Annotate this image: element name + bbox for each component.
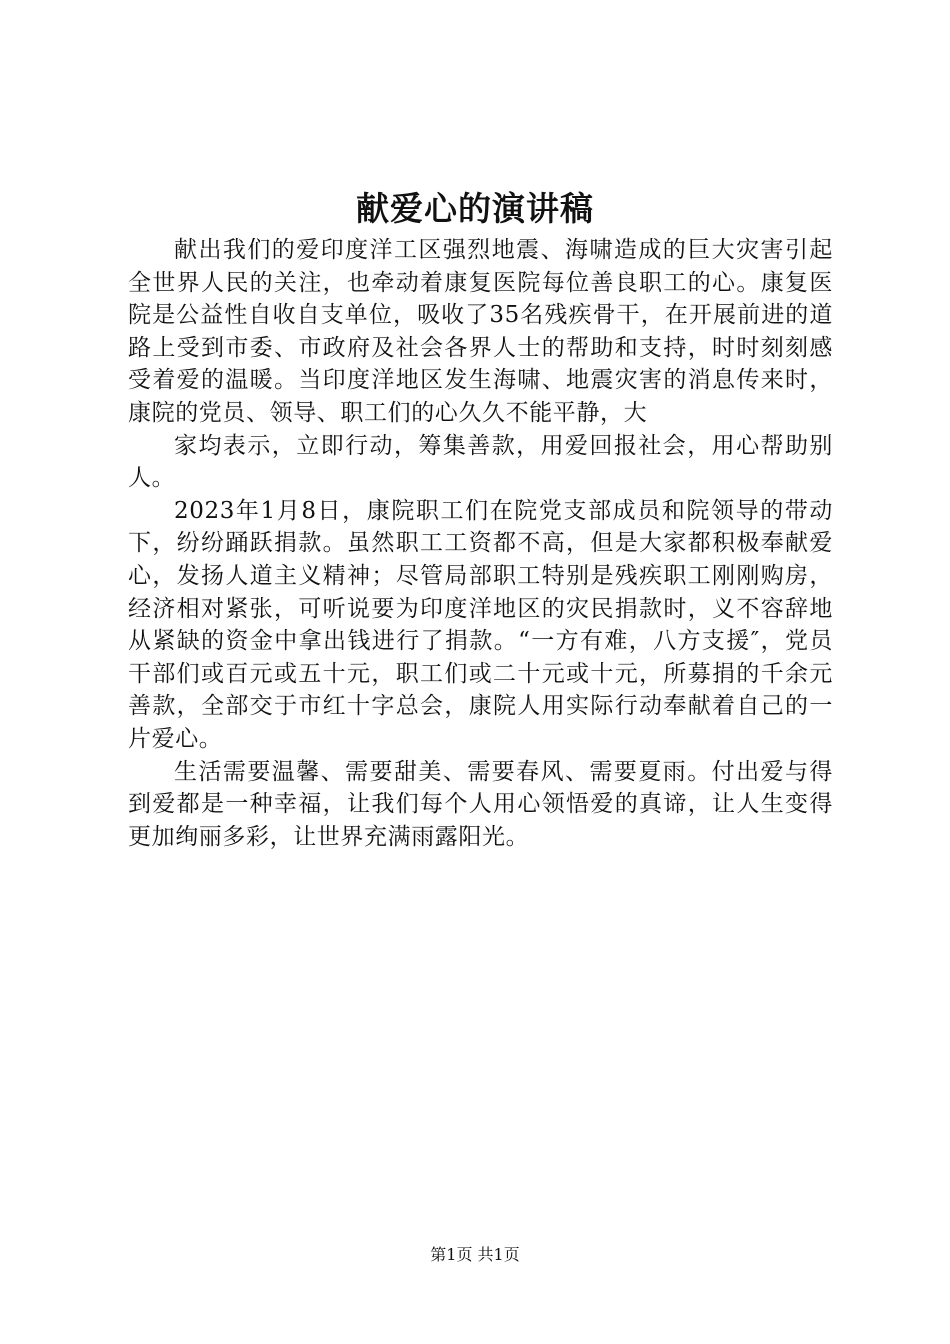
paragraph-4: 生活需要温馨、需要甜美、需要春风、需要夏雨。付出爱与得到爱都是一种幸福，让我们每个人用心领悟爱的真谛，让人生变得更加绚丽多彩，让世界充满雨露阳光。 bbox=[128, 758, 833, 850]
page-footer: 第1页 共1页 bbox=[430, 1245, 520, 1264]
paragraph-3: 2023年1月8日，康院职工们在院党支部成员和院领导的带动下，纷纷踊跃捐款。虽然职工工资都不高，但是大家都积极奉献爱心，发扬人道主义精神；尽管局部职工特别是残疾职工刚刚购房，经济相对紧张，可听说要为印度洋地区的灾民捐款时，义不容辞地从紧缺的资金中拿出钱进行了捐款。“一方有难，八方支援″，党员干部们或百元或五十元，职工们或二十元或十元，所募捐的千余元善款，全部交于市红十字总会，康院人用实际行动奉献着自己的一片爱心。 bbox=[128, 497, 833, 752]
page-title: 献爱心的演讲稿 bbox=[356, 189, 594, 228]
document-body bbox=[128, 234, 833, 853]
paragraph-1: 献出我们的爱印度洋工区强烈地震、海啸造成的巨大灾害引起全世界人民的关注，也牵动着康复医院每位善良职工的心。康复医院是公益性自收自支单位，吸收了35名残疾骨干，在开展前进的道路上受到市委、市政府及社会各界人士的帮助和支持，时时刻刻感受着爱的温暖。当印度洋地区发生海啸、地震灾害的消息传来时，康院的党员、领导、职工们的心久久不能平静，大 bbox=[128, 237, 833, 426]
paragraph-2: 家均表示，立即行动，筹集善款，用爱回报社会，用心帮助别人。 bbox=[128, 432, 833, 492]
